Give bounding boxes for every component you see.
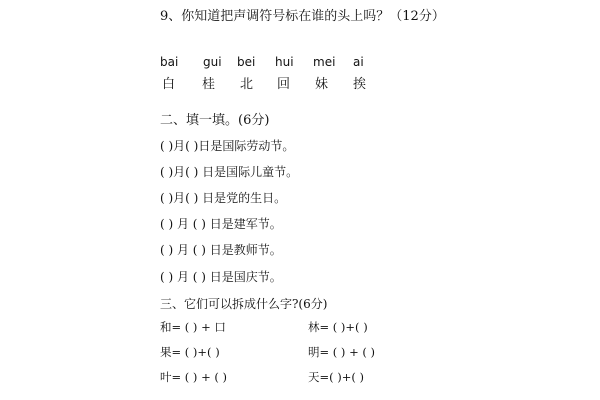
hanzi-4: 回 (277, 77, 291, 92)
hanzi-6: 挨 (353, 77, 367, 92)
fill-row-6: ( ) 月 ( ) 日是国庆节。 (160, 270, 282, 284)
split-lin: 林= ( )+( ) (308, 320, 368, 334)
pinyin-6: ai (353, 55, 364, 69)
fill-row-4: ( ) 月 ( ) 日是建军节。 (160, 217, 282, 231)
hanzi-1: 白 (162, 77, 176, 92)
split-he: 和= ( ) + 口 (160, 320, 226, 334)
fill-row-2: ( )月( ) 日是国际儿童节。 (160, 165, 299, 179)
hanzi-5: 妹 (315, 77, 329, 92)
pinyin-3: bei (237, 55, 256, 69)
hanzi-3: 北 (240, 77, 254, 92)
question-9-title: 9、你知道把声调符号标在谁的头上吗？（12分） (160, 9, 445, 24)
section-3-title: 三、它们可以拆成什么字?(6分) (160, 297, 328, 311)
pinyin-2: gui (203, 55, 222, 69)
pinyin-5: mei (313, 55, 336, 69)
fill-row-3: ( )月( ) 日是党的生日。 (160, 191, 287, 205)
split-ming: 明= ( ) + ( ) (308, 345, 375, 359)
pinyin-1: bai (160, 55, 179, 69)
hanzi-2: 桂 (202, 77, 216, 92)
section-2-title: 二、填一填。(6分) (160, 113, 270, 128)
split-ye: 叶= ( ) + ( ) (160, 370, 227, 384)
split-guo: 果= ( )+( ) (160, 345, 220, 359)
fill-row-1: ( )月( )日是国际劳动节。 (160, 139, 295, 153)
fill-row-5: ( ) 月 ( ) 日是教师节。 (160, 243, 282, 257)
pinyin-4: hui (275, 55, 294, 69)
split-tian: 天=( )+( ) (308, 370, 365, 384)
